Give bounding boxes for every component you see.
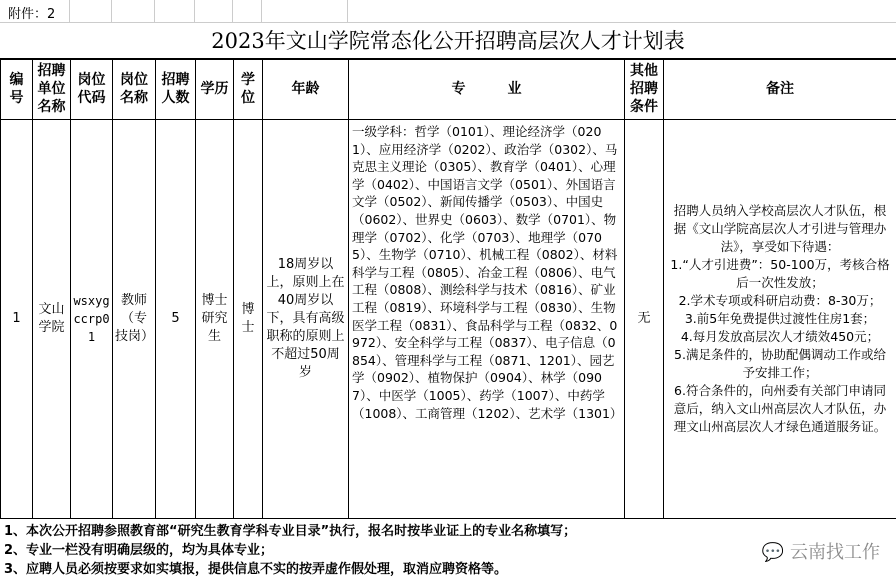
- header-remarks: 备注: [664, 59, 896, 120]
- wechat-icon: 💬: [761, 542, 785, 563]
- header-major: 专 业: [349, 59, 625, 120]
- cell-degree: 博士: [234, 120, 263, 519]
- header-age: 年龄: [263, 59, 349, 120]
- header-degree: 学位: [234, 59, 263, 120]
- cell-remarks: [664, 120, 896, 519]
- header-count: 招聘人数: [156, 59, 196, 120]
- header-unit: 招聘单位名称: [33, 59, 71, 120]
- remark-line: 1.“人才引进费”：50-100万，考核合格后一次性发放；: [670, 257, 890, 290]
- cell-no: 1: [1, 120, 33, 519]
- cell-age: 18周岁以上，原则上在40周岁以下，具有高级职称的原则上不超过50周岁: [263, 120, 349, 519]
- header-position: 岗位名称: [113, 59, 156, 120]
- watermark-text: 云南找工作: [790, 542, 880, 563]
- cell-count: 5: [156, 120, 196, 519]
- note-line: 1、本次公开招聘参照教育部“研究生教育学科专业目录”执行，报名时按毕业证上的专业名称填写；: [4, 524, 577, 539]
- note-line: 3、应聘人员必须按要求如实填报，提供信息不实的按弄虚作假处理，取消应聘资格等。: [4, 562, 508, 577]
- remark-line: 招聘人员纳入学校高层次人才队伍，根据《文山学院高层次人才引进与管理办法》，享受如下待遇：: [673, 203, 887, 254]
- cell-code: wsxygccrp01: [71, 120, 113, 519]
- header-other: 其他招聘条件: [625, 59, 664, 120]
- attachment-label: 附件：2: [8, 7, 56, 22]
- header-no: 编号: [1, 59, 33, 120]
- header-row: [1, 59, 896, 120]
- cell-major: 一级学科：哲学（0101）、理论经济学（0201）、应用经济学（0202）、政治学（0302）、马克思主义理论（0305）、教育学（0401）、心理学（0402）、中国语言文学（0501）、外国语言文学（0502）、新闻传播学（0503）、中国史（0602）、世界史（0603）、数学（0701）、物理学（0702）、化学（0703）、地理学（0705）、生物学（0710）、机械工程（0802）、材料科学与工程（0805）、冶金工程（0806）、电气工程（0808）、测绘科学与技术（0816）、矿业工程（0819）、环境科学与工程（0830）、生物医学工程（0831）、食品科学与工程（0832、0972）、安全科学与工程（0837）、电子信息（0854）、管理科学与工程（0871、1201）、园艺学（0902）、植物保护（0904）、林学（0907）、中医学（1005）、药学（1007）、中药学（1008）、工商管理（1202）、艺术学（1301）: [349, 120, 625, 519]
- cell-unit: 文山学院: [33, 120, 71, 519]
- table-row: [1, 120, 896, 519]
- remark-line: 6.符合条件的，向州委有关部门申请同意后，纳入文山州高层次人才队伍，办理文山州高层次人才绿色通道服务证。: [673, 383, 887, 434]
- remark-line: 5.满足条件的，协助配偶调动工作或给予安排工作；: [674, 347, 886, 380]
- remark-line: 3.前5年免费提供过渡性住房1套；: [684, 311, 876, 326]
- watermark: [762, 538, 880, 564]
- cell-other: 无: [625, 120, 664, 519]
- attachment-row: [0, 0, 896, 23]
- header-code: 岗位代码: [71, 59, 113, 120]
- cell-position: 教师（专技岗）: [113, 120, 156, 519]
- page-title: 2023年文山学院常态化公开招聘高层次人才计划表: [0, 22, 896, 60]
- remark-line: 4.每月发放高层次人才绩效450元；: [680, 329, 880, 344]
- header-education: 学历: [196, 59, 234, 120]
- remark-line: 2.学术专项或科研启动费：8-30万；: [678, 293, 882, 308]
- cell-education: 博士研究生: [196, 120, 234, 519]
- recruitment-table: [0, 58, 896, 519]
- note-line: 2、专业一栏没有明确层级的，均为具体专业；: [4, 543, 274, 558]
